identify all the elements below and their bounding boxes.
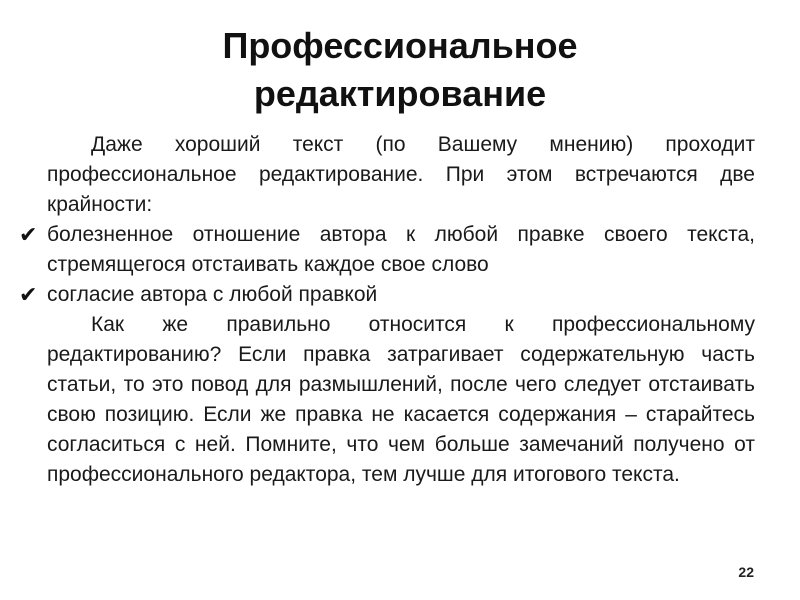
bullet-item-1 — [19, 220, 755, 280]
slide-title — [0, 22, 800, 118]
bullet-text: согласие автора с любой правкой — [47, 283, 378, 306]
page-number: 22 — [738, 564, 754, 580]
checkmark-icon: ✔ — [19, 222, 38, 247]
checkmark-icon: ✔ — [19, 282, 38, 307]
slide-title-line-1: Профессиональное — [222, 25, 578, 66]
intro-paragraph: Даже хороший текст (по Вашему мнению) проходит профессиональное редактирование. При этом встречаются две крайности: — [47, 133, 755, 216]
slide-body — [19, 130, 755, 490]
bullet-text: болезненное отношение автора к любой правке своего текста, стремящегося отстаивать каждое свое слово — [47, 223, 755, 276]
main-paragraph: Как же правильно относится к профессиональному редактированию? Если правка затрагивает содержательную часть статьи, то это повод для размышлений, после чего следует отстаивать свою позицию. Если же правка не касается содержания – старайтесь согласиться с ней. Помните, что чем больше замечаний получено от профессионального редактора, тем лучше для итогового текста. — [47, 313, 755, 486]
bullet-item-2 — [19, 280, 755, 310]
slide-title-line-2: редактирование — [253, 73, 547, 114]
